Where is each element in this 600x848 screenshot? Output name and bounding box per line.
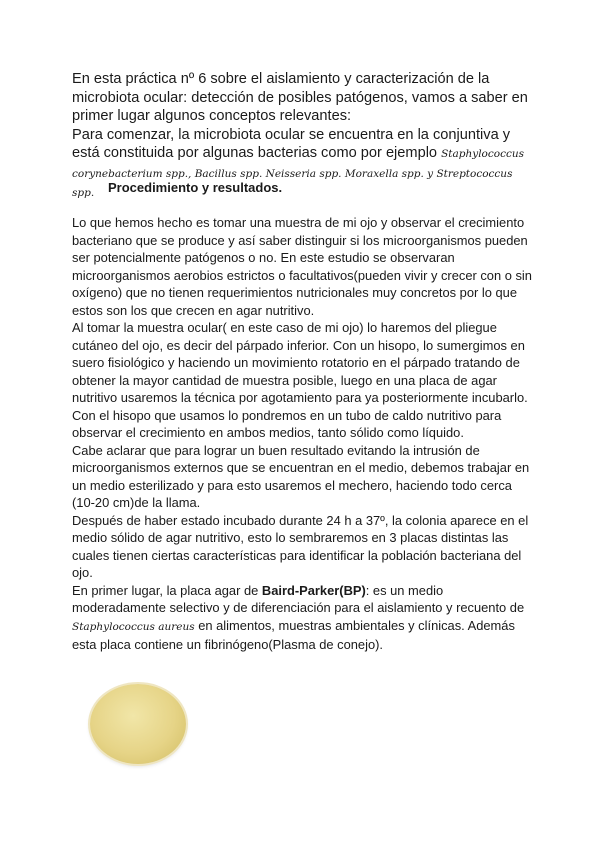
agar-plate-image xyxy=(90,684,186,764)
body-paragraph-4: Después de haber estado incubado durante 24 h a 37º, la colonia aparece en el medio sólido de agar nutritivo, esto lo sembraremos en 3 placas distintas las cuales tienen ciertas características para identificar la población bacteriana del ojo. xyxy=(72,512,529,580)
section-heading: Procedimiento y resultados. xyxy=(108,180,283,195)
body-paragraph-5 xyxy=(72,582,534,654)
body-paragraph-3: Cabe aclarar que para lograr un buen resultado evitando la intrusión de microorganismos externos que se encuentran en el medio, debemos trabajar en un medio esterilizado y para esto usaremos el mechero, haciendo todo cerca (10-20 cm)de la llama. xyxy=(72,442,530,510)
body-paragraph-5-end: en alimentos, muestras ambientales y clínicas. Además esta placa contiene un fibrinógeno(Plasma de conejo). xyxy=(72,617,515,652)
body-paragraph-5-start: En primer lugar, la placa agar de xyxy=(72,582,262,598)
baird-parker-term: Baird-Parker(BP) xyxy=(261,582,366,598)
body-paragraph-1: Lo que hemos hecho es tomar una muestra de mi ojo y observar el crecimiento bacteriano que se produce y así saber distinguir si los microorganismos pueden ser potencialmente patógenos o no. En este estudio se observaran microorganismos aerobios estrictos o facultativos(pueden vivir y crecer con o sin oxígeno) que no tienen requerimientos nutricionales muy concretos por lo que estos son los que crecen en agar nutritivo. xyxy=(72,215,532,318)
body-paragraph-5-middle: : es un medio moderadamente selectivo y de diferenciación para el aislamiento y recuento de xyxy=(72,582,525,615)
species-name: Staphylococcus aureus xyxy=(72,620,195,633)
intro-paragraph-1: En esta práctica nº 6 sobre el aislamiento y caracterización de la microbiota ocular: detección de posibles patógenos, vamos a saber en primer lugar algunos conceptos relevantes: xyxy=(72,71,528,124)
body-section xyxy=(72,214,534,654)
species-list: Staphylococcus corynebacterium spp., Bacillus spp. Neisseria spp. Moraxella spp. y Streptococcus spp. xyxy=(72,148,524,199)
body-paragraph-2: Al tomar la muestra ocular( en este caso de mi ojo) lo haremos del pliegue cutáneo del ojo, es decir del párpado inferior. Con un hisopo, lo sumergimos en suero fisiológico y haciendo un movimiento rotatorio en el párpado tratando de obtener la mayor cantidad de muestra posible, luego en una placa de agar nutritivo usaremos la técnica por agotamiento para ya posteriormente incubarlo. Con el hisopo que usamos lo pondremos en un tubo de caldo nutritivo para observar el crecimiento en ambos medios, tanto sólido como líquido. xyxy=(72,320,528,440)
intro-paragraph-2-text: Para comenzar, la microbiota ocular se encuentra en la conjuntiva y está constituida por algunas bacterias como por ejemplo xyxy=(72,126,511,161)
